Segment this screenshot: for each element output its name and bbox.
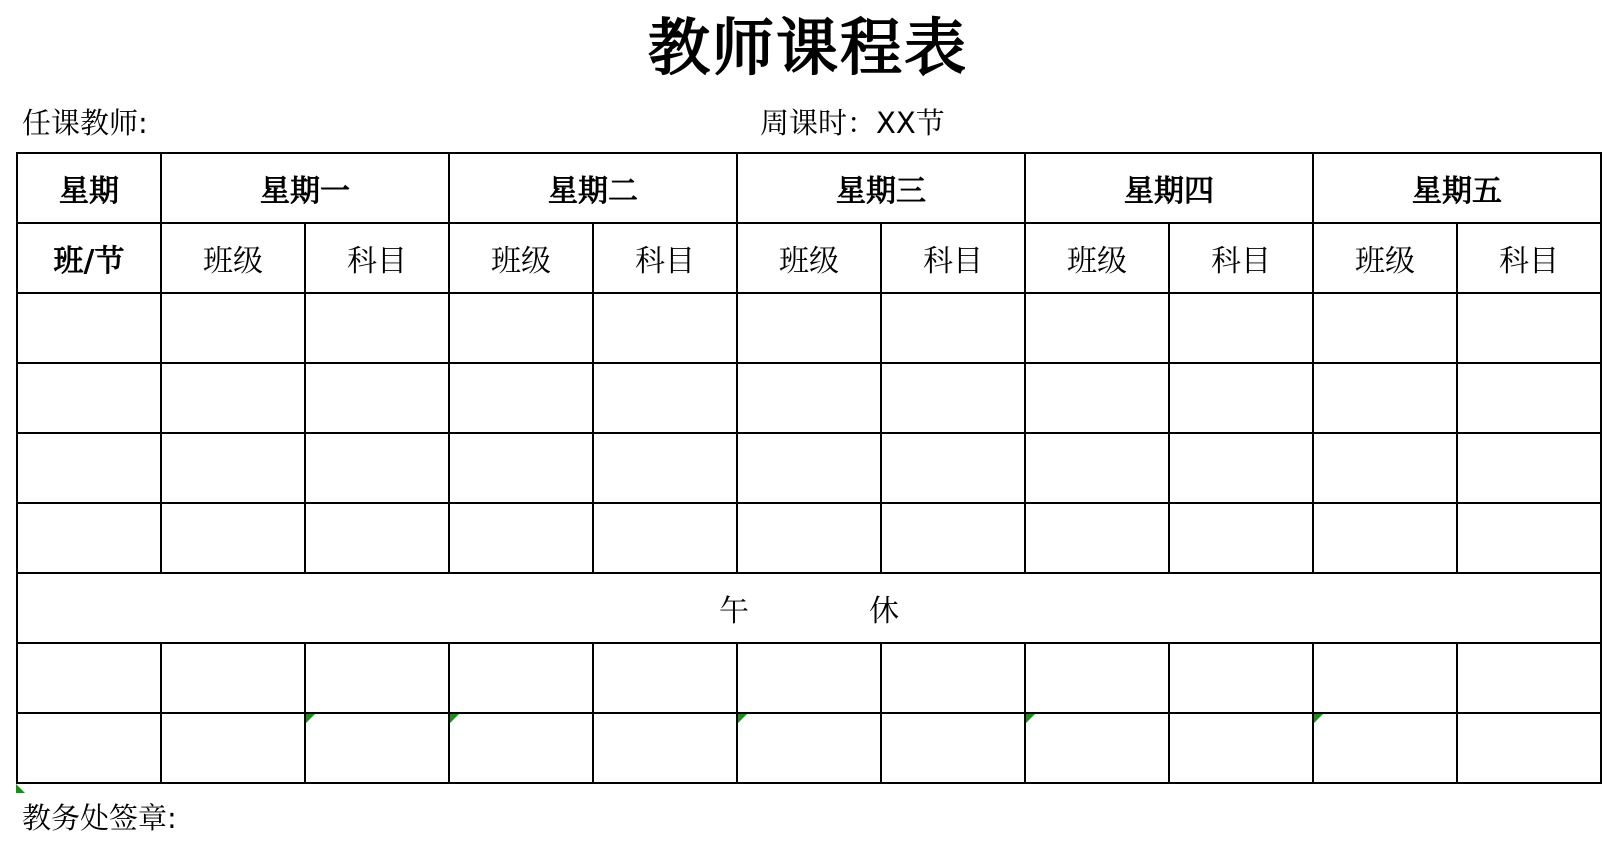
schedule-cell[interactable] (1313, 433, 1457, 503)
schedule-cell[interactable] (737, 503, 881, 573)
schedule-cell[interactable] (1169, 503, 1313, 573)
schedule-cell[interactable] (305, 713, 449, 783)
schedule-cell[interactable] (305, 433, 449, 503)
schedule-cell[interactable] (1457, 363, 1601, 433)
schedule-cell[interactable] (1025, 433, 1169, 503)
schedule-cell[interactable] (593, 503, 737, 573)
schedule-cell[interactable] (161, 503, 305, 573)
class-header: 班级 (1025, 223, 1169, 293)
schedule-cell[interactable] (881, 363, 1025, 433)
schedule-cell[interactable] (1457, 643, 1601, 713)
page-title: 教师课程表 (647, 11, 968, 84)
cell-marker-icon (1314, 714, 1323, 723)
period-cell[interactable] (17, 643, 161, 713)
noon-break-char: 休 (869, 594, 899, 629)
schedule-cell[interactable] (881, 503, 1025, 573)
schedule-cell[interactable] (449, 713, 593, 783)
schedule-cell[interactable] (161, 643, 305, 713)
schedule-cell[interactable] (1025, 643, 1169, 713)
day-header-mon: 星期一 (161, 153, 449, 223)
corner-weekday-cell: 星期 (17, 153, 161, 223)
subject-header: 科目 (305, 223, 449, 293)
schedule-cell[interactable] (161, 293, 305, 363)
day-header-fri: 星期五 (1313, 153, 1601, 223)
schedule-cell[interactable] (1025, 293, 1169, 363)
schedule-cell[interactable] (737, 363, 881, 433)
schedule-cell[interactable] (593, 433, 737, 503)
schedule-cell[interactable] (1313, 713, 1457, 783)
cell-marker-icon (306, 714, 315, 723)
subject-header: 科目 (593, 223, 737, 293)
class-header: 班级 (1313, 223, 1457, 293)
schedule-cell[interactable] (1025, 363, 1169, 433)
schedule-cell[interactable] (737, 433, 881, 503)
cell-marker-icon (738, 714, 747, 723)
schedule-cell[interactable] (1457, 293, 1601, 363)
schedule-cell[interactable] (305, 643, 449, 713)
schedule-cell[interactable] (1313, 293, 1457, 363)
schedule-cell[interactable] (593, 363, 737, 433)
schedule-cell[interactable] (1457, 433, 1601, 503)
schedule-cell[interactable] (305, 503, 449, 573)
schedule-cell[interactable] (1169, 643, 1313, 713)
weekly-hours-label: 周课时：XX节 (760, 106, 945, 140)
corner-period-cell: 班/节 (17, 223, 161, 293)
table-row (17, 643, 1601, 713)
schedule-cell[interactable] (1025, 713, 1169, 783)
schedule-cell[interactable] (449, 293, 593, 363)
cell-marker-icon (450, 714, 459, 723)
noon-break-char: 午 (719, 594, 749, 629)
schedule-cell[interactable] (737, 643, 881, 713)
subject-header: 科目 (1169, 223, 1313, 293)
table-row (17, 363, 1601, 433)
schedule-cell[interactable] (161, 433, 305, 503)
schedule-cell[interactable] (305, 363, 449, 433)
schedule-cell[interactable] (1313, 363, 1457, 433)
schedule-table (16, 152, 1602, 784)
period-cell[interactable] (17, 293, 161, 363)
schedule-cell[interactable] (881, 433, 1025, 503)
cell-marker-icon (16, 784, 25, 793)
schedule-cell[interactable] (449, 643, 593, 713)
schedule-cell[interactable] (161, 363, 305, 433)
day-header-wed: 星期三 (737, 153, 1025, 223)
day-header-thu: 星期四 (1025, 153, 1313, 223)
schedule-cell[interactable] (305, 293, 449, 363)
schedule-cell[interactable] (1313, 643, 1457, 713)
schedule-cell[interactable] (881, 293, 1025, 363)
class-header: 班级 (737, 223, 881, 293)
schedule-cell[interactable] (737, 293, 881, 363)
day-header-tue: 星期二 (449, 153, 737, 223)
signature-label: 教务处签章: (22, 801, 177, 835)
table-row (17, 503, 1601, 573)
period-cell[interactable] (17, 713, 161, 783)
schedule-cell[interactable] (449, 433, 593, 503)
table-row (17, 433, 1601, 503)
subject-header: 科目 (1457, 223, 1601, 293)
table-row (17, 713, 1601, 783)
subject-header: 科目 (881, 223, 1025, 293)
class-header: 班级 (161, 223, 305, 293)
class-header: 班级 (449, 223, 593, 293)
schedule-cell[interactable] (737, 713, 881, 783)
schedule-cell[interactable] (1169, 713, 1313, 783)
schedule-cell[interactable] (1457, 713, 1601, 783)
schedule-cell[interactable] (1169, 433, 1313, 503)
schedule-cell[interactable] (449, 503, 593, 573)
teacher-label: 任课教师: (22, 106, 148, 140)
schedule-cell[interactable] (449, 363, 593, 433)
noon-break-row (17, 573, 1601, 643)
schedule-cell[interactable] (881, 643, 1025, 713)
period-cell[interactable] (17, 503, 161, 573)
schedule-cell[interactable] (593, 713, 737, 783)
cell-marker-icon (1026, 714, 1035, 723)
schedule-cell[interactable] (1169, 363, 1313, 433)
sub-header-row (17, 223, 1601, 293)
noon-break-cell (17, 573, 1601, 643)
schedule-cell[interactable] (593, 643, 737, 713)
day-header-row (17, 153, 1601, 223)
schedule-cell[interactable] (1457, 503, 1601, 573)
schedule-cell[interactable] (593, 293, 737, 363)
schedule-cell[interactable] (881, 713, 1025, 783)
period-cell[interactable] (17, 363, 161, 433)
schedule-cell[interactable] (1313, 503, 1457, 573)
schedule-cell[interactable] (161, 713, 305, 783)
table-row (17, 293, 1601, 363)
period-cell[interactable] (17, 433, 161, 503)
schedule-cell[interactable] (1169, 293, 1313, 363)
schedule-cell[interactable] (1025, 503, 1169, 573)
